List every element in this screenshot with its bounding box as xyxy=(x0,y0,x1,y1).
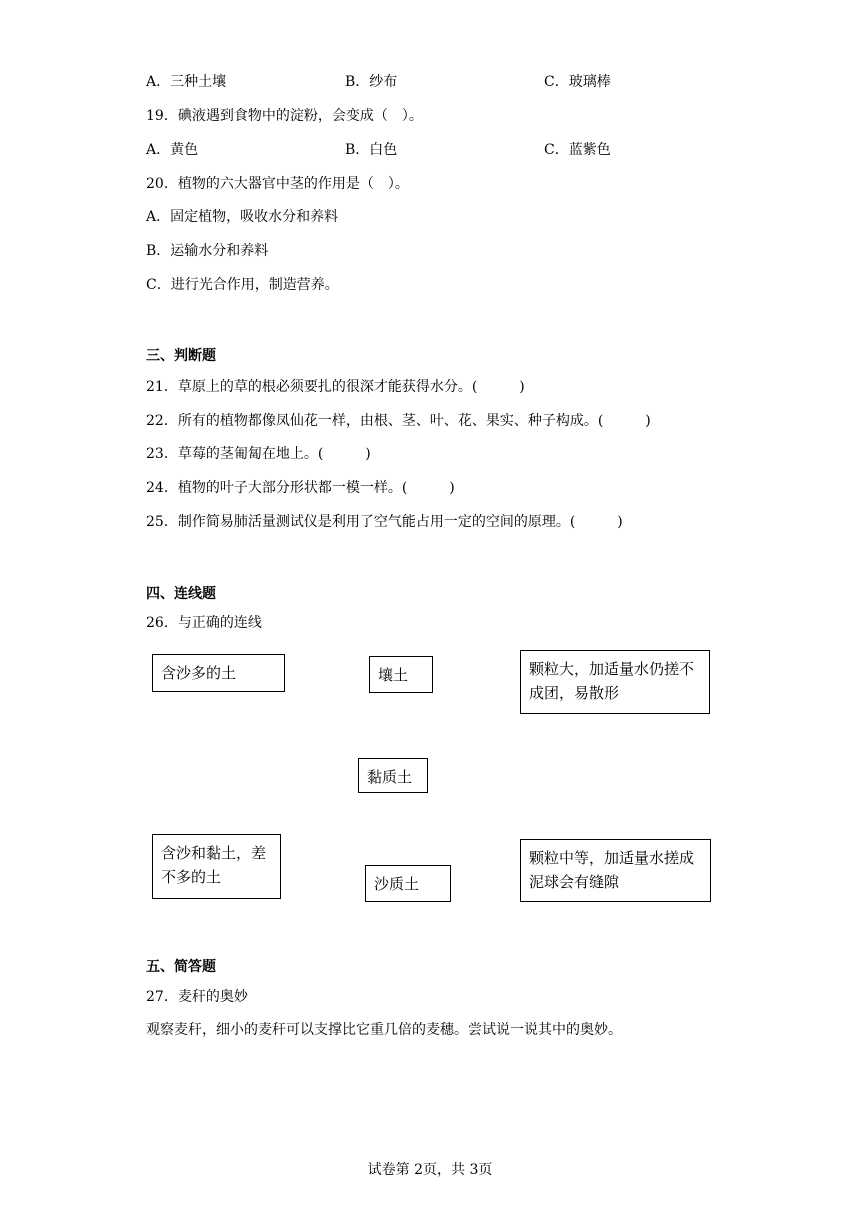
q24-statement: 24．植物的叶子大部分形状都一模一样。( ) xyxy=(146,480,455,496)
q18-option-c: C．玻璃棒 xyxy=(544,74,611,90)
q20-option-a: A．固定植物，吸收水分和养料 xyxy=(146,209,339,225)
match-box-clay[interactable] xyxy=(358,758,428,793)
q19-stem: 19．碘液遇到食物中的淀粉，会变成（ ）。 xyxy=(146,108,423,124)
match-box-text: 含沙和黏土，差 xyxy=(161,844,267,862)
section-heading-judgement: 三、判断题 xyxy=(146,348,216,364)
q21-statement: 21．草原上的草的根必须要扎的很深才能获得水分。( ) xyxy=(146,379,525,395)
q20-option-c: C．进行光合作用，制造营养。 xyxy=(146,277,339,293)
match-box-text: 泥球会有缝隙 xyxy=(529,873,620,891)
match-box-text: 黏质土 xyxy=(367,768,413,786)
q26-question: 26．与正确的连线 xyxy=(146,615,262,631)
match-box-text: 颗粒中等，加适量水搓成 xyxy=(529,849,695,867)
q20-stem: 20．植物的六大器官中茎的作用是（ ）。 xyxy=(146,176,409,192)
q19-option-c: C．蓝紫色 xyxy=(544,142,611,158)
q25-statement: 25．制作简易肺活量测试仪是利用了空气能占用一定的空间的原理。( ) xyxy=(146,514,623,530)
match-box-text: 含沙多的土 xyxy=(161,664,237,682)
section-heading-short-answer: 五、简答题 xyxy=(146,959,216,975)
q27-title: 27．麦秆的奥妙 xyxy=(146,989,248,1005)
match-box-text: 沙质土 xyxy=(374,875,420,893)
q27-prompt: 观察麦秆，细小的麦秆可以支撑比它重几倍的麦穗。尝试说一说其中的奥妙。 xyxy=(146,1022,622,1038)
q19-option-a: A．黄色 xyxy=(146,142,199,158)
q18-option-a: A．三种土壤 xyxy=(146,74,227,90)
match-box-text: 壤土 xyxy=(378,666,409,684)
match-box-text: 不多的土 xyxy=(161,868,222,886)
q22-statement: 22．所有的植物都像凤仙花一样，由根、茎、叶、花、果实、种子构成。( ) xyxy=(146,413,651,429)
match-box-text: 颗粒大，加适量水仍搓不 xyxy=(529,660,695,678)
q23-statement: 23．草莓的茎匍匐在地上。( ) xyxy=(146,446,371,462)
match-box-mixed-soil-desc[interactable] xyxy=(152,834,281,899)
match-box-sandy-soil[interactable] xyxy=(365,865,451,902)
match-box-loam[interactable] xyxy=(369,656,433,693)
section-heading-matching: 四、连线题 xyxy=(146,586,216,602)
match-box-text: 成团，易散形 xyxy=(529,684,620,702)
page-footer: 试卷第 2页，共 3页 xyxy=(367,1162,493,1178)
match-box-medium-particles[interactable] xyxy=(520,839,711,902)
q18-option-b: B．纱布 xyxy=(345,74,398,90)
match-box-sandy-soil-desc[interactable] xyxy=(152,654,285,692)
q20-option-b: B．运输水分和养料 xyxy=(146,243,269,259)
q19-option-b: B．白色 xyxy=(345,142,398,158)
match-box-large-particles[interactable] xyxy=(520,650,710,714)
